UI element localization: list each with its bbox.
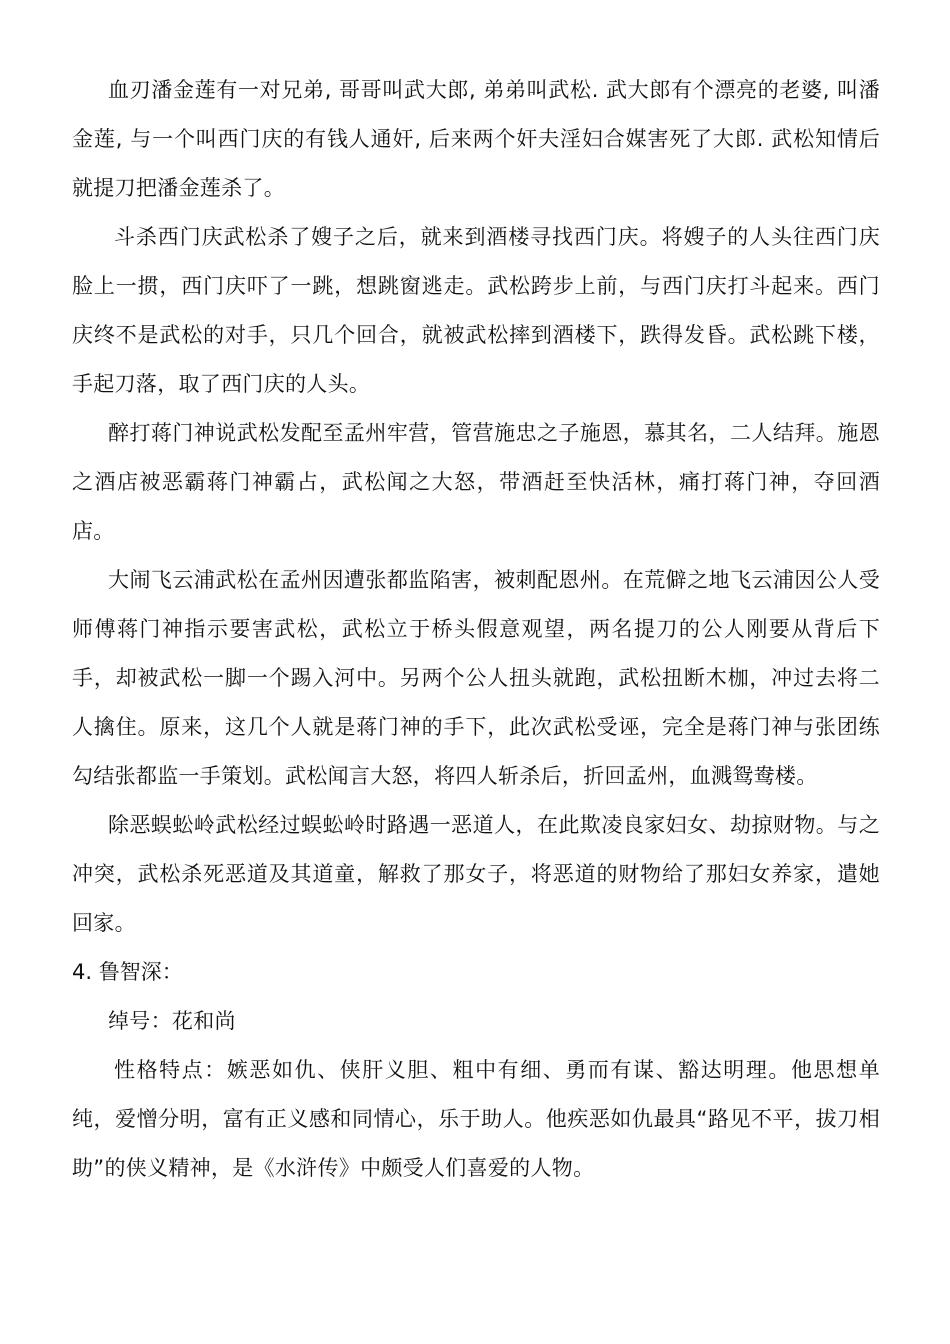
document-page [72,66,880,1193]
paragraph-feiyunpu: 大闹飞云浦武松在孟州因遭张都监陷害，被刺配恩州。在荒僻之地飞云浦因公人受师傅蒋门神指示要害武松，武松立于桥头假意观望，两名提刀的公人刚要从背后下手，却被武松一脚一个踢入河中。另两个公人扭头就跑，武松扭断木枷，冲过去将二人擒住。原来，这几个人就是蒋门神的手下，此次武松受诬，完全是蒋门神与张团练勾结张都监一手策划。武松闻言大怒，将四人斩杀后，折回孟州，血溅鸳鸯楼。 [72,568,880,788]
paragraph-ximen-qing: 斗杀西门庆武松杀了嫂子之后，就来到酒楼寻找西门庆。将嫂子的人头往西门庆脸上一掼，西门庆吓了一跳，想跳窗逃走。武松跨步上前，与西门庆打斗起来。西门庆终不是武松的对手，只几个回合，就被武松摔到酒楼下，跌得发昏。武松跳下楼，手起刀落，取了西门庆的人头。 [72,225,880,396]
section-heading: 4. 鲁智深： [72,960,183,984]
nickname-line: 绰号：花和尚 [108,1009,236,1033]
paragraph-wugongling: 除恶蜈蚣岭武松经过蜈蚣岭时路遇一恶道人，在此欺凌良家妇女、劫掠财物。与之冲突，武松杀死恶道及其道童，解救了那女子，将恶道的财物给了那妇女养家，遣她回家。 [72,813,880,935]
traits-paragraph: 性格特点：嫉恶如仇、侠肝义胆、粗中有细、勇而有谋、豁达明理。他思想单纯，爱憎分明，富有正义感和同情心，乐于助人。他疾恶如仇最具“路见不平，拔刀相助”的侠义精神，是《水浒传》中颇受人们喜爱的人物。 [72,1058,880,1180]
paragraph-jiang-menshen: 醉打蒋门神说武松发配至孟州牢营，管营施忠之子施恩，慕其名，二人结拜。施恩之酒店被恶霸蒋门神霸占，武松闻之大怒，带酒赶至快活林，痛打蒋门神，夺回酒店。 [72,421,880,543]
paragraph-pan-jinlian: 血刃潘金莲有一对兄弟, 哥哥叫武大郎, 弟弟叫武松. 武大郎有个漂亮的老婆, 叫潘金莲, 与一个叫西门庆的有钱人通奸, 后来两个奸夫淫妇合媒害死了大郎. 武松知情后就提刀把潘金莲杀了。 [72,78,880,200]
